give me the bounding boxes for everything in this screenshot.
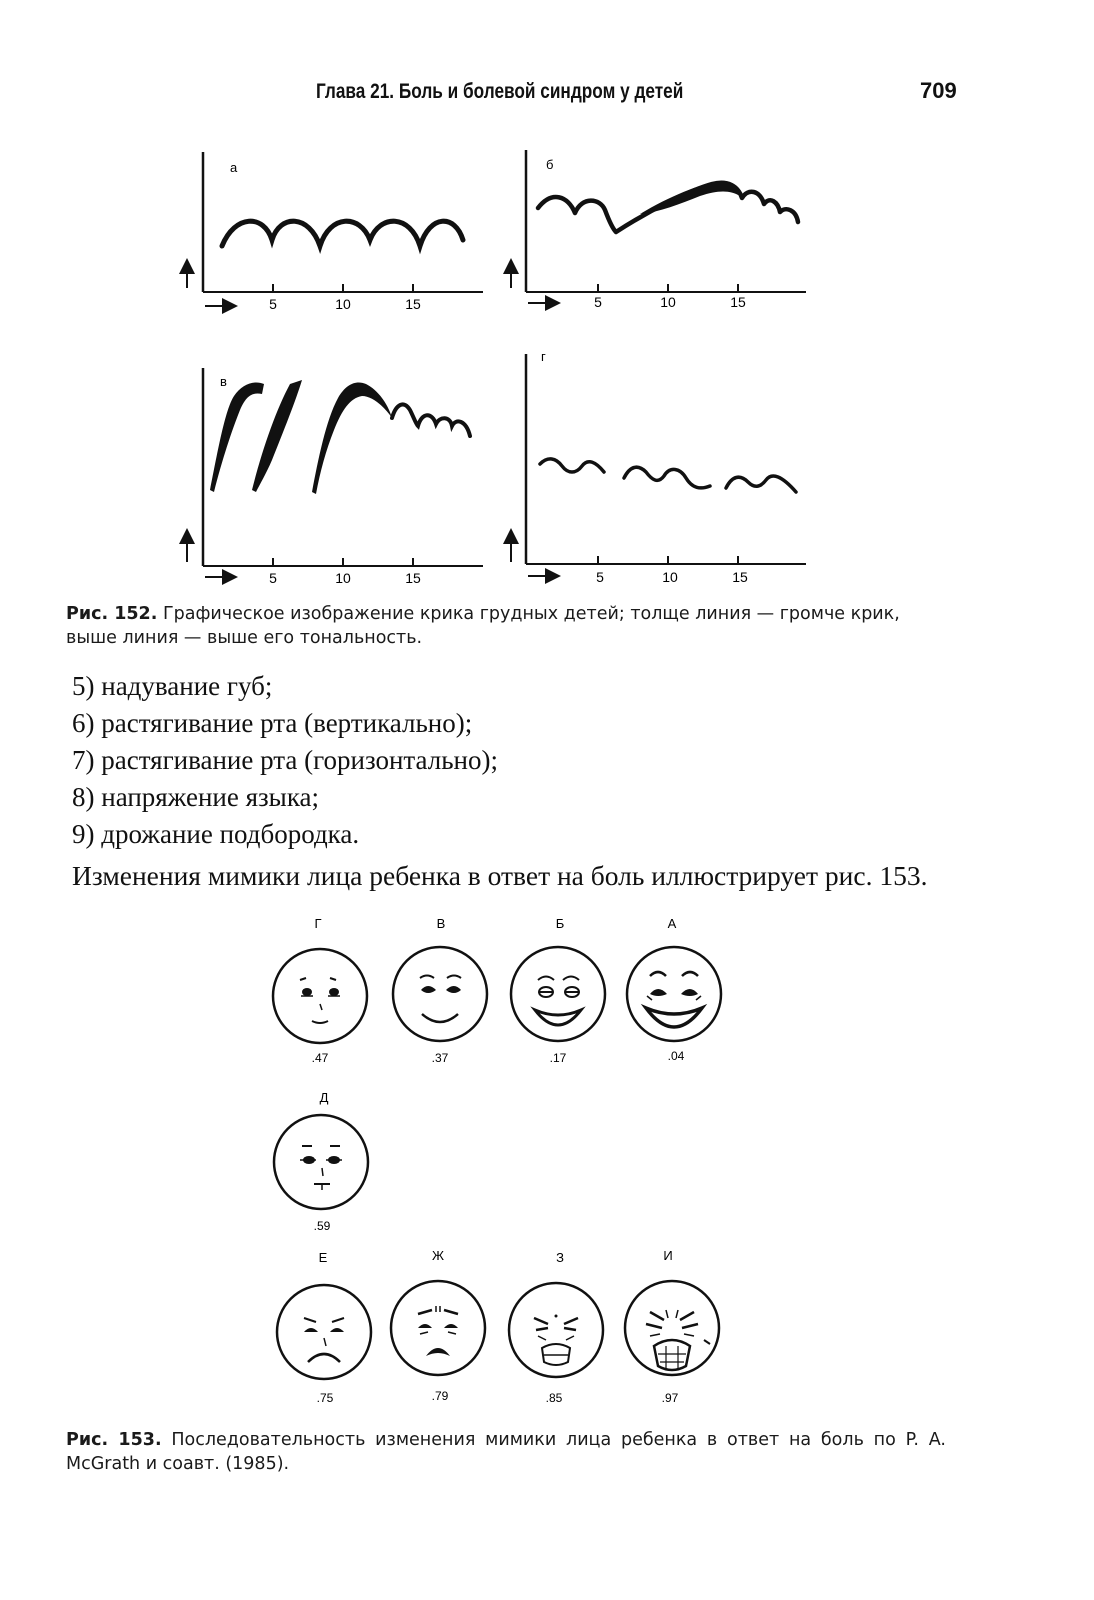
figure-152-caption	[66, 602, 946, 650]
panel-label: г	[541, 349, 546, 364]
face-zh	[391, 1248, 485, 1403]
face-d	[274, 1090, 368, 1233]
panel-label: а	[230, 160, 238, 175]
panel-v	[187, 368, 483, 586]
figure-152	[0, 0, 1094, 600]
cry-curve	[624, 467, 710, 488]
tick-label: 10	[662, 569, 678, 585]
running-header: Глава 21. Боль и болевой синдром у детей	[316, 80, 684, 103]
cry-curve	[540, 459, 604, 472]
svg-text:.79: .79	[431, 1389, 449, 1403]
tick-label: 5	[594, 294, 602, 310]
body-paragraph: Изменения мимики лица ребенка в ответ на боль иллюстрирует рис. 153.	[72, 860, 928, 891]
cry-curve	[392, 404, 470, 436]
svg-text:Г: Г	[314, 916, 322, 931]
face-v	[393, 916, 487, 1065]
face-i	[625, 1248, 719, 1405]
cry-stroke	[312, 383, 392, 494]
svg-text:Б: Б	[555, 916, 565, 931]
tick-label: 10	[660, 294, 676, 310]
list-item: 7) растягивание рта (горизонтально);	[72, 745, 498, 775]
face-z	[509, 1250, 603, 1405]
tick-label: 5	[269, 296, 277, 312]
svg-text:.37: .37	[431, 1051, 449, 1065]
svg-text:.59: .59	[313, 1219, 331, 1233]
caption-text: Последовательность изменения мимики лица ребенка в ответ на боль по P. A. McGrath и соавт. (1985).	[66, 1430, 946, 1474]
svg-text:.04: .04	[667, 1049, 685, 1063]
tick-label: 15	[732, 569, 748, 585]
tick-label: 15	[405, 570, 421, 586]
panel-a	[187, 152, 483, 312]
panel-g	[511, 349, 806, 585]
svg-text:.17: .17	[549, 1051, 567, 1065]
tick-label: 15	[405, 296, 421, 312]
svg-text:Ж: Ж	[431, 1248, 445, 1263]
caption-label: Рис. 153.	[66, 1430, 162, 1450]
tick-label: 5	[596, 569, 604, 585]
caption-text: Графическое изображение крика грудных детей; толще линия — громче крик, выше линия — выше его тональность.	[66, 604, 900, 648]
svg-text:.97: .97	[661, 1391, 679, 1405]
face-b	[511, 916, 605, 1065]
svg-text:Е: Е	[318, 1250, 328, 1265]
cry-curve	[222, 221, 463, 246]
list-item: 8) напряжение языка;	[72, 782, 320, 812]
svg-text:.85: .85	[545, 1391, 563, 1405]
page-number: 709	[920, 78, 957, 103]
caption-label: Рис. 152.	[66, 604, 158, 624]
figure-153-caption	[66, 1428, 946, 1476]
svg-text:А: А	[667, 916, 677, 931]
list-item: 6) растягивание рта (вертикально);	[72, 708, 473, 738]
svg-text:И: И	[663, 1248, 673, 1263]
face-a	[627, 916, 721, 1063]
face-e	[277, 1250, 371, 1405]
figure-153	[0, 900, 1094, 1420]
cry-stroke	[252, 380, 302, 492]
panel-label: б	[546, 157, 554, 172]
list-item: 9) дрожание подбородка.	[72, 819, 360, 849]
list-item: 5) надувание губ;	[72, 671, 273, 701]
face-g	[273, 916, 367, 1065]
cry-curve	[726, 476, 796, 492]
svg-text:В: В	[436, 916, 446, 931]
panel-b	[511, 150, 806, 310]
tick-label: 10	[335, 570, 351, 586]
svg-text:.75: .75	[316, 1391, 334, 1405]
svg-text:З: З	[556, 1250, 564, 1265]
tick-label: 5	[269, 570, 277, 586]
numbered-list	[72, 668, 498, 853]
panel-label: в	[220, 374, 227, 389]
svg-text:Д: Д	[319, 1090, 329, 1105]
tick-label: 15	[730, 294, 746, 310]
tick-label: 10	[335, 296, 351, 312]
svg-text:.47: .47	[311, 1051, 329, 1065]
